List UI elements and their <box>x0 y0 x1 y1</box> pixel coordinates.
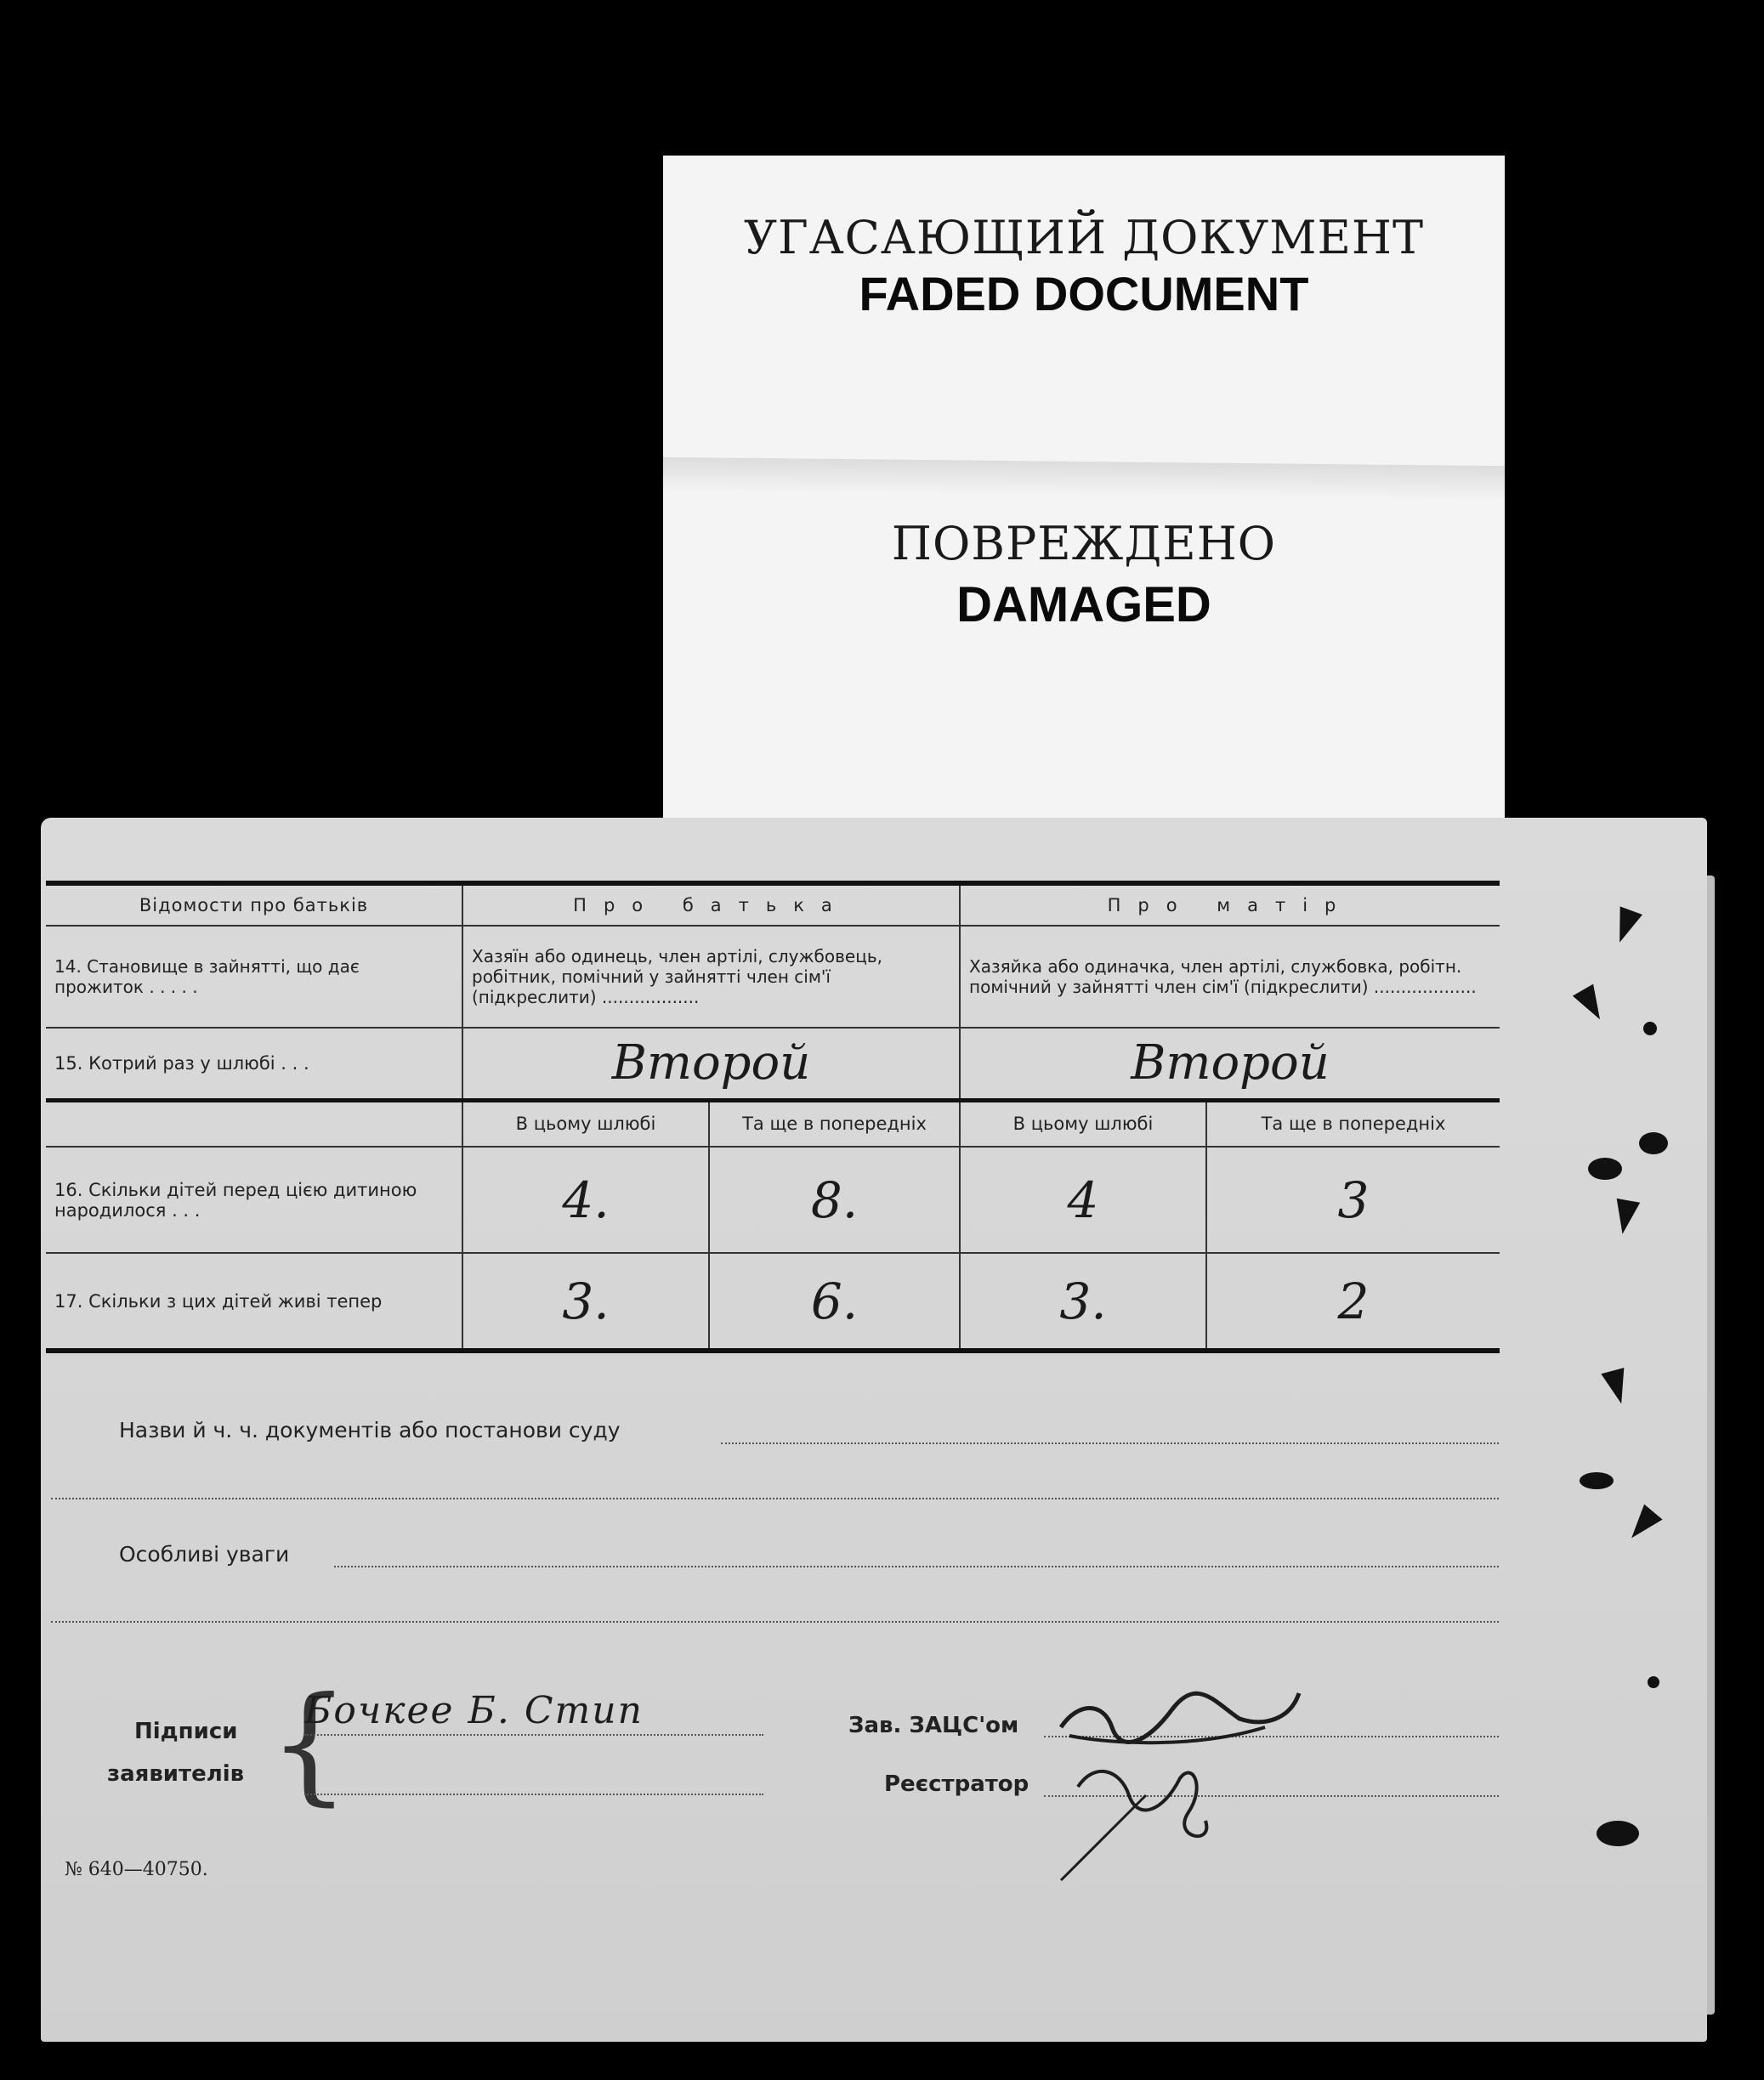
damage-tear <box>1622 1505 1662 1546</box>
damaged-label-en: DAMAGED <box>956 577 1211 632</box>
subheader-mother-previous: Та ще в попередніх <box>1206 1100 1500 1147</box>
parents-info-table <box>46 881 1500 1353</box>
subheader-father-this: В цьому шлюбі <box>462 1100 709 1147</box>
applicant-signature: Бочкее Б. Стип <box>304 1689 644 1732</box>
form-number: № 640—40750. <box>65 1859 208 1880</box>
damage-hole <box>1588 1158 1622 1180</box>
row15-father-value: Второй <box>462 1028 960 1100</box>
damage-hole <box>1639 1132 1668 1154</box>
row15-label: 15. Котрий раз у шлюбі . . . <box>46 1028 462 1100</box>
signatures-brace: { <box>269 1670 350 1818</box>
faded-label-ru: УГАСАЮЩИЙ ДОКУМЕНТ <box>743 211 1425 264</box>
applicant-signature-line2[interactable] <box>304 1794 763 1795</box>
row16-father-previous: 8. <box>709 1147 960 1253</box>
subheader-empty <box>46 1100 462 1147</box>
damage-hole <box>1597 1821 1639 1846</box>
label-fold <box>663 457 1505 500</box>
subheader-mother-this: В цьому шлюбі <box>960 1100 1206 1147</box>
damage-tear <box>1601 1368 1632 1407</box>
damage-tear <box>1611 1199 1641 1236</box>
row17-label: 17. Скільки з цих дітей живі тепер <box>46 1253 462 1351</box>
damaged-label-ru: ПОВРЕЖДЕНО <box>891 517 1277 570</box>
row14-label: 14. Становище в зайнятті, що дає прожиток . . . . . <box>46 926 462 1028</box>
notes-label: Особливі уваги <box>119 1542 290 1567</box>
head-label: Зав. ЗАЦС'ом <box>848 1713 1019 1738</box>
notes-field-line2[interactable] <box>51 1621 1499 1623</box>
subheader-father-previous: Та ще в попередніх <box>709 1100 960 1147</box>
damage-tear <box>1573 984 1610 1026</box>
damage-hole <box>1648 1676 1659 1688</box>
header-parents-info: Відомости про батьків <box>46 883 462 926</box>
official-signatures <box>1044 1668 1324 1889</box>
row16-mother-previous: 3 <box>1206 1147 1500 1253</box>
row16-label: 16. Скільки дітей перед цією дитиною народилося . . . <box>46 1147 462 1253</box>
documents-field-line2[interactable] <box>51 1498 1499 1499</box>
damage-hole <box>1643 1022 1657 1035</box>
row14-father-text: Хазяїн або одинець, член артілі, службовець, робітник, помічний у зайнятті член сім'ї (підкреслити) .................. <box>462 926 960 1028</box>
row16-mother-this: 4 <box>960 1147 1206 1253</box>
form-sheet <box>41 818 1707 2042</box>
documents-label: Назви й ч. ч. документів або постанови суду <box>119 1418 621 1442</box>
row17-mother-previous: 2 <box>1206 1253 1500 1351</box>
archival-label-card <box>663 156 1505 836</box>
damage-hole <box>1580 1472 1614 1489</box>
signatures-label: Підписи <box>134 1719 238 1744</box>
row17-mother-this: 3. <box>960 1253 1206 1351</box>
row17-father-previous: 6. <box>709 1253 960 1351</box>
notes-field[interactable] <box>334 1566 1499 1567</box>
row16-father-this: 4. <box>462 1147 709 1253</box>
documents-field[interactable] <box>721 1442 1499 1444</box>
row14-mother-text: Хазяйка або одиначка, член артілі, службовка, робітн. помічний у зайнятті член сім'ї (підкреслити) ................... <box>960 926 1500 1028</box>
damage-tear <box>1608 906 1642 946</box>
header-mother: Про матір <box>960 883 1500 926</box>
row17-father-this: 3. <box>462 1253 709 1351</box>
header-father: Про батька <box>462 883 960 926</box>
applicant-signature-line1[interactable] <box>304 1734 763 1736</box>
row15-mother-value: Второй <box>960 1028 1500 1100</box>
faded-label-en: FADED DOCUMENT <box>859 267 1309 320</box>
registrar-label: Реєстратор <box>884 1771 1029 1797</box>
signatures-label-2: заявителів <box>107 1761 245 1787</box>
